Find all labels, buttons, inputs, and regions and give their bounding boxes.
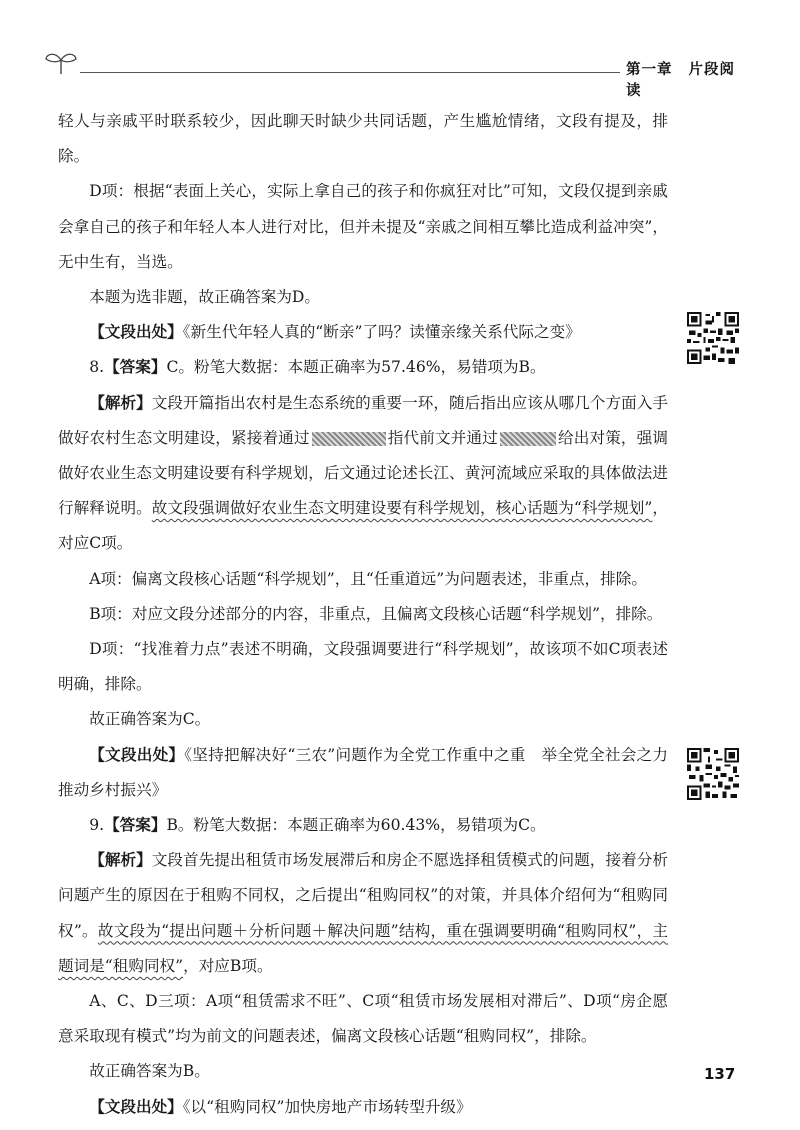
qr-code-icon[interactable] (687, 748, 739, 800)
answer-line (58, 808, 668, 843)
qr-code-icon[interactable] (687, 312, 739, 364)
option-analysis: D项：“找准着力点”表述不明确，文段强调要进行“科学规划”，故该项不如C项表述明确，排除。 (58, 640, 668, 694)
sprout-icon (44, 50, 78, 76)
analysis-label: 【解析】 (89, 851, 152, 870)
answer-conclusion: 故正确答案为B。 (89, 1062, 210, 1081)
answer-label: 【答案】 (104, 358, 167, 377)
source-title: 《以“租购同权”加快房地产市场转型升级》 (182, 1097, 472, 1116)
answer-text: B。粉笔大数据：本题正确率为60.43%，易错项为C。 (166, 816, 546, 835)
page-number: 137 (704, 1065, 736, 1083)
source-line (58, 1090, 668, 1125)
page-header (28, 44, 748, 99)
redacted-text (312, 432, 386, 446)
header-rule (80, 72, 620, 73)
question-number: 9. (89, 816, 105, 835)
analysis-paragraph: 【解析】文段首先提出租赁市场发展滞后和房企不愿选择租赁模式的问题，接着分析问题产生的原因在于租购不同权，之后提出“租购同权”的对策，并具体介绍何为“租购同权”。故文段为“提出问题＋分析问题＋解决问题”结构，重在强调要明确“租购同权”，主题词是“租购同权”，对应B项。 (58, 851, 668, 975)
running-header (626, 58, 748, 100)
source-label: 【文段出处】 (89, 323, 183, 342)
page-body (58, 104, 668, 1125)
option-analysis: A项：偏离文段核心话题“科学规划”，且“任重道远”为问题表述，非重点，排除。 (89, 569, 647, 588)
source-title: 《新生代年轻人真的“断亲”了吗？读懂亲缘关系代际之变》 (182, 323, 581, 342)
source-line (58, 315, 668, 350)
option-analysis: A、C、D三项：A项“租赁需求不旺”、C项“租赁市场发展相对滞后”、D项“房企愿意采取现有模式”均为前文的问题表述，偏离文段核心话题“租购同权”，排除。 (58, 992, 668, 1046)
redacted-text (500, 432, 556, 446)
paragraph: D项：根据“表面上关心，实际上拿自己的孩子和你疯狂对比”可知，文段仅提到亲戚会拿自己的孩子和年轻人本人进行对比，但并未提及“亲戚之间相互攀比造成利益冲突”，无中生有，当选。 (58, 182, 668, 271)
option-analysis: B项：对应文段分述部分的内容，非重点，且偏离文段核心话题“科学规划”，排除。 (89, 604, 663, 623)
source-label: 【文段出处】 (89, 1097, 183, 1116)
question-number: 8. (89, 358, 105, 377)
paragraph: 本题为选非题，故正确答案为D。 (89, 288, 321, 307)
answer-line (58, 350, 668, 385)
paragraph: 轻人与亲戚平时联系较少，因此聊天时缺少共同话题，产生尴尬情绪，文段有提及，排除。 (58, 112, 668, 166)
key-sentence: 故文段为“提出问题＋分析问题＋解决问题”结构，重在强调要明确“租购同权”，主题词是“租购同权” (58, 921, 668, 975)
answer-label: 【答案】 (104, 816, 167, 835)
key-sentence: 故文段强调做好农业生态文明建设要有科学规划，核心话题为“科学规划” (151, 499, 653, 518)
chapter-label: 第一章 (626, 62, 673, 78)
answer-conclusion: 故正确答案为C。 (89, 710, 211, 729)
analysis-label: 【解析】 (89, 393, 152, 412)
analysis-paragraph: 【解析】文段开篇指出农村是生态系统的重要一环，随后指出应该从哪几个方面入手做好农村生态文明建设，紧接着通过 指代前文并通过 给出对策，强调做好农业生态文明建设要有科学规划，后文通过论述长江、黄河流域应采取的具体做法进行解释说明。故文段强调做好农业生态文明建设要有科学规划，核心话题为“科学规划”，对应C项。 (58, 393, 668, 553)
source-line (58, 738, 668, 808)
source-title: 《坚持把解决好“三农”问题作为全党工作重中之重 举全党全社会之力推动乡村振兴》 (58, 745, 668, 799)
section-label: 片段阅读 (626, 62, 735, 99)
source-label: 【文段出处】 (89, 745, 185, 764)
answer-text: C。粉笔大数据：本题正确率为57.46%，易错项为B。 (166, 358, 546, 377)
